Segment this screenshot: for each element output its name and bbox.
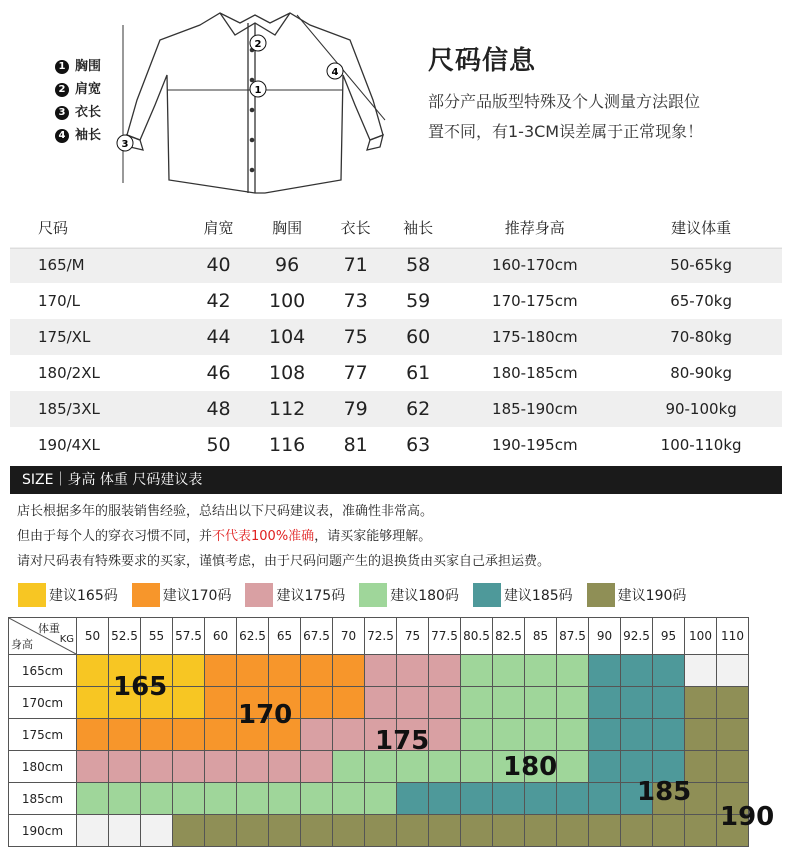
size-table-cell: 58	[387, 247, 449, 283]
weight-header: 55	[141, 618, 173, 655]
weight-header: 85	[525, 618, 557, 655]
size-zone-label: 165	[113, 672, 168, 702]
measure-legend-item: 3 衣长	[55, 101, 101, 124]
size-table-cell: 190/4XL	[38, 436, 100, 454]
grid-cell	[301, 751, 333, 783]
grid-cell	[685, 687, 717, 719]
grid-cell	[141, 815, 173, 847]
color-key-item	[359, 583, 459, 607]
size-info-line: 部分产品版型特殊及个人测量方法跟位	[428, 92, 701, 111]
grid-cell	[397, 655, 429, 687]
grid-cell	[525, 687, 557, 719]
weight-header: 60	[205, 618, 237, 655]
note-line: 店长根据多年的服装销售经验，总结出以下尺码建议表，准确性非常高。	[17, 504, 434, 519]
grid-cell	[685, 815, 717, 847]
grid-cell	[557, 719, 589, 751]
grid-cell	[301, 719, 333, 751]
size-table-cell: 40	[187, 247, 249, 283]
size-table-cell: 60	[387, 319, 449, 355]
grid-cell	[173, 719, 205, 751]
grid-cell	[461, 751, 493, 783]
grid-cell	[173, 655, 205, 687]
grid-cell	[365, 783, 397, 815]
grid-cell	[429, 719, 461, 751]
color-key-item	[473, 583, 573, 607]
grid-cell	[109, 815, 141, 847]
grid-cell	[301, 815, 333, 847]
note-line: 请对尺码表有特殊要求的买家，谨慎考虑，由于尺码问题产生的退换货由买家自己承担运费。	[17, 554, 551, 569]
grid-cell	[237, 751, 269, 783]
weight-header: 50	[77, 618, 109, 655]
size-table-cell: 100	[268, 290, 306, 312]
size-table-cell: 80-90kg	[670, 364, 732, 382]
grid-cell	[333, 751, 365, 783]
weight-header: 67.5	[301, 618, 333, 655]
grid-cell	[205, 751, 237, 783]
grid-cell	[109, 719, 141, 751]
grid-cell	[109, 783, 141, 815]
size-table-cell: 79	[324, 391, 386, 427]
weight-header: 70	[333, 618, 365, 655]
grid-corner	[9, 618, 77, 655]
size-table-cell: 61	[406, 362, 431, 384]
size-table-cell: 165/M	[10, 247, 187, 283]
weight-header: 75	[397, 618, 429, 655]
color-swatch	[359, 583, 387, 607]
size-table-cell: 81	[343, 434, 368, 456]
grid-cell	[301, 655, 333, 687]
grid-cell	[493, 783, 525, 815]
grid-cell	[589, 719, 621, 751]
size-table-row	[10, 319, 782, 355]
grid-cell	[205, 655, 237, 687]
size-table-row	[10, 283, 782, 319]
size-table-cell: 50	[206, 434, 231, 456]
weight-header: 87.5	[557, 618, 589, 655]
grid-cell	[173, 815, 205, 847]
corner-weight-label: 体重	[38, 622, 60, 635]
size-table-cell: 65-70kg	[670, 292, 732, 310]
grid-cell	[109, 751, 141, 783]
grid-cell	[685, 655, 717, 687]
grid-cell	[589, 783, 621, 815]
grid-cell	[461, 687, 493, 719]
grid-cell	[301, 783, 333, 815]
grid-cell	[333, 655, 365, 687]
grid-cell	[141, 719, 173, 751]
grid-row	[9, 815, 749, 847]
grid-cell	[333, 815, 365, 847]
grid-cell	[365, 687, 397, 719]
grid-cell	[461, 719, 493, 751]
size-info-line: 置不同，有1-3CM误差属于正常现象！	[428, 122, 704, 141]
size-table-cell: 104	[250, 319, 325, 355]
weight-header: 110	[717, 618, 749, 655]
color-key	[18, 583, 700, 607]
note-line: 但由于每个人的穿衣习惯不同，并不代表100%准确，请买家能够理解。	[17, 529, 432, 544]
weight-header: 77.5	[429, 618, 461, 655]
grid-cell	[525, 655, 557, 687]
size-info	[428, 40, 703, 147]
grid-cell	[397, 783, 429, 815]
grid-cell	[173, 751, 205, 783]
corner-kg-label: KG	[59, 634, 74, 645]
svg-text:4: 4	[331, 67, 339, 78]
size-table-cell: 73	[343, 290, 368, 312]
grid-cell	[717, 751, 749, 783]
weight-header: 72.5	[365, 618, 397, 655]
weight-header: 62.5	[237, 618, 269, 655]
measure-legend-item: 2 肩宽	[55, 78, 101, 101]
grid-cell	[205, 687, 237, 719]
grid-cell	[365, 655, 397, 687]
grid-cell	[397, 687, 429, 719]
size-table-cell: 50-65kg	[620, 247, 782, 283]
grid-cell	[77, 751, 109, 783]
color-key-item	[132, 583, 232, 607]
size-zone-label: 180	[503, 752, 558, 782]
grid-cell	[429, 751, 461, 783]
weight-header: 65	[269, 618, 301, 655]
height-header: 175cm	[9, 719, 77, 751]
grid-cell	[621, 687, 653, 719]
svg-text:1: 1	[254, 85, 262, 96]
grid-cell	[269, 783, 301, 815]
grid-cell	[589, 687, 621, 719]
grid-cell	[333, 687, 365, 719]
grid-cell	[653, 655, 685, 687]
grid-cell	[461, 655, 493, 687]
grid-cell	[461, 815, 493, 847]
color-key-item	[245, 583, 345, 607]
size-table-cell: 108	[268, 362, 306, 384]
size-table-cell: 75	[324, 319, 386, 355]
grid-cell	[77, 815, 109, 847]
weight-header: 52.5	[109, 618, 141, 655]
grid-cell	[429, 655, 461, 687]
color-swatch	[132, 583, 160, 607]
weight-header: 80.5	[461, 618, 493, 655]
grid-cell	[141, 783, 173, 815]
size-table-cell: 71	[324, 247, 386, 283]
grid-cell	[301, 687, 333, 719]
grid-cell	[269, 655, 301, 687]
table-divider	[10, 248, 782, 249]
grid-cell	[205, 815, 237, 847]
grid-cell	[653, 815, 685, 847]
grid-cell	[557, 815, 589, 847]
grid-cell	[557, 751, 589, 783]
shirt-illustration	[115, 5, 395, 195]
grid-cell	[205, 719, 237, 751]
grid-cell	[493, 687, 525, 719]
grid-cell	[141, 751, 173, 783]
grid-cell	[717, 719, 749, 751]
color-key-label: 建议170码	[162, 588, 232, 604]
grid-header-row	[9, 618, 749, 655]
grid-cell	[205, 783, 237, 815]
grid-cell	[237, 815, 269, 847]
size-table-cell: 77	[343, 362, 368, 384]
grid-cell	[237, 655, 269, 687]
size-table-header: 尺码 肩宽 胸围 衣长 袖长 推荐身高 建议体重	[38, 218, 732, 237]
size-zone-label: 190	[720, 802, 775, 832]
size-table	[10, 207, 782, 463]
size-table-cell: 100-110kg	[660, 436, 742, 454]
grid-cell	[685, 719, 717, 751]
size-zone-label: 170	[238, 700, 293, 730]
size-table-row	[10, 391, 782, 427]
grid-cell	[621, 655, 653, 687]
size-table-cell: 180-185cm	[492, 364, 578, 382]
notes	[17, 499, 550, 574]
color-key-label: 建议190码	[617, 588, 687, 604]
size-info-title: 尺码信息	[428, 46, 537, 76]
grid-cell	[269, 815, 301, 847]
weight-header: 90	[589, 618, 621, 655]
size-table-cell: 116	[268, 434, 306, 456]
grid-cell	[365, 815, 397, 847]
measure-legend	[55, 55, 101, 147]
size-table-cell: 185/3XL	[10, 391, 187, 427]
grid-cell	[621, 719, 653, 751]
size-table-cell: 170-175cm	[492, 292, 578, 310]
color-key-item	[18, 583, 118, 607]
color-key-label: 建议185码	[503, 588, 573, 604]
grid-cell	[173, 783, 205, 815]
corner-height-label: 身高	[11, 638, 33, 651]
grid-cell	[429, 815, 461, 847]
weight-header: 100	[685, 618, 717, 655]
size-table-cell: 160-170cm	[449, 247, 620, 283]
size-table-cell: 112	[250, 391, 325, 427]
size-table-cell: 44	[187, 319, 249, 355]
grid-cell	[397, 815, 429, 847]
grid-cell	[589, 655, 621, 687]
size-zone-label: 185	[637, 777, 692, 807]
grid-cell	[525, 815, 557, 847]
grid-cell	[557, 783, 589, 815]
color-swatch	[587, 583, 615, 607]
grid-cell	[269, 751, 301, 783]
measure-legend-item: 4 袖长	[55, 124, 101, 147]
grid-cell	[333, 783, 365, 815]
size-table-cell: 175/XL	[10, 319, 187, 355]
size-table-cell: 62	[387, 391, 449, 427]
grid-cell	[653, 687, 685, 719]
size-table-cell: 42	[206, 290, 231, 312]
grid-cell	[557, 655, 589, 687]
grid-cell	[525, 719, 557, 751]
grid-cell	[493, 815, 525, 847]
size-table-cell: 96	[250, 247, 325, 283]
grid-cell	[237, 783, 269, 815]
height-header: 185cm	[9, 783, 77, 815]
grid-cell	[333, 719, 365, 751]
grid-cell	[621, 815, 653, 847]
measure-markers	[117, 35, 343, 151]
grid-cell	[589, 815, 621, 847]
color-swatch	[18, 583, 46, 607]
size-table-cell: 170/L	[38, 292, 81, 310]
height-header: 190cm	[9, 815, 77, 847]
grid-cell	[717, 687, 749, 719]
grid-cell	[77, 687, 109, 719]
color-key-label: 建议165码	[49, 588, 118, 604]
size-table-cell: 190-195cm	[492, 436, 578, 454]
measurement-diagram-area	[0, 0, 790, 200]
grid-cell	[429, 687, 461, 719]
size-zone-label: 175	[375, 726, 430, 756]
svg-text:2: 2	[254, 39, 262, 50]
color-key-item	[587, 583, 687, 607]
size-table-row	[10, 247, 782, 283]
grid-cell	[525, 783, 557, 815]
size-table-row	[10, 427, 782, 463]
grid-cell	[589, 751, 621, 783]
grid-cell	[461, 783, 493, 815]
color-swatch	[245, 583, 273, 607]
size-table-cell: 70-80kg	[620, 319, 782, 355]
grid-cell	[429, 783, 461, 815]
size-table-row	[10, 355, 782, 391]
grid-cell	[493, 719, 525, 751]
weight-header: 57.5	[173, 618, 205, 655]
size-table-cell: 48	[187, 391, 249, 427]
size-table-cell: 185-190cm	[449, 391, 620, 427]
size-bar: SIZE｜身高 体重 尺码建议表	[10, 466, 782, 494]
size-table-cell: 175-180cm	[449, 319, 620, 355]
size-table-cell: 90-100kg	[620, 391, 782, 427]
color-key-label: 建议175码	[276, 588, 346, 604]
height-header: 180cm	[9, 751, 77, 783]
grid-cell	[717, 655, 749, 687]
grid-cell	[77, 719, 109, 751]
weight-header: 95	[653, 618, 685, 655]
grid-cell	[77, 783, 109, 815]
grid-cell	[653, 719, 685, 751]
color-swatch	[473, 583, 501, 607]
grid-cell	[173, 687, 205, 719]
grid-cell	[493, 655, 525, 687]
height-header: 170cm	[9, 687, 77, 719]
weight-header: 82.5	[493, 618, 525, 655]
warning-text: 不代表100%准确	[212, 529, 315, 544]
measure-legend-item: 1 胸围	[55, 55, 101, 78]
grid-cell	[557, 687, 589, 719]
svg-text:3: 3	[121, 139, 129, 150]
size-table-cell: 46	[206, 362, 231, 384]
grid-cell	[77, 655, 109, 687]
size-table-cell: 180/2XL	[38, 364, 100, 382]
weight-header: 92.5	[621, 618, 653, 655]
height-header: 165cm	[9, 655, 77, 687]
size-table-cell: 63	[406, 434, 431, 456]
size-table-cell: 59	[406, 290, 431, 312]
color-key-label: 建议180码	[390, 588, 459, 604]
